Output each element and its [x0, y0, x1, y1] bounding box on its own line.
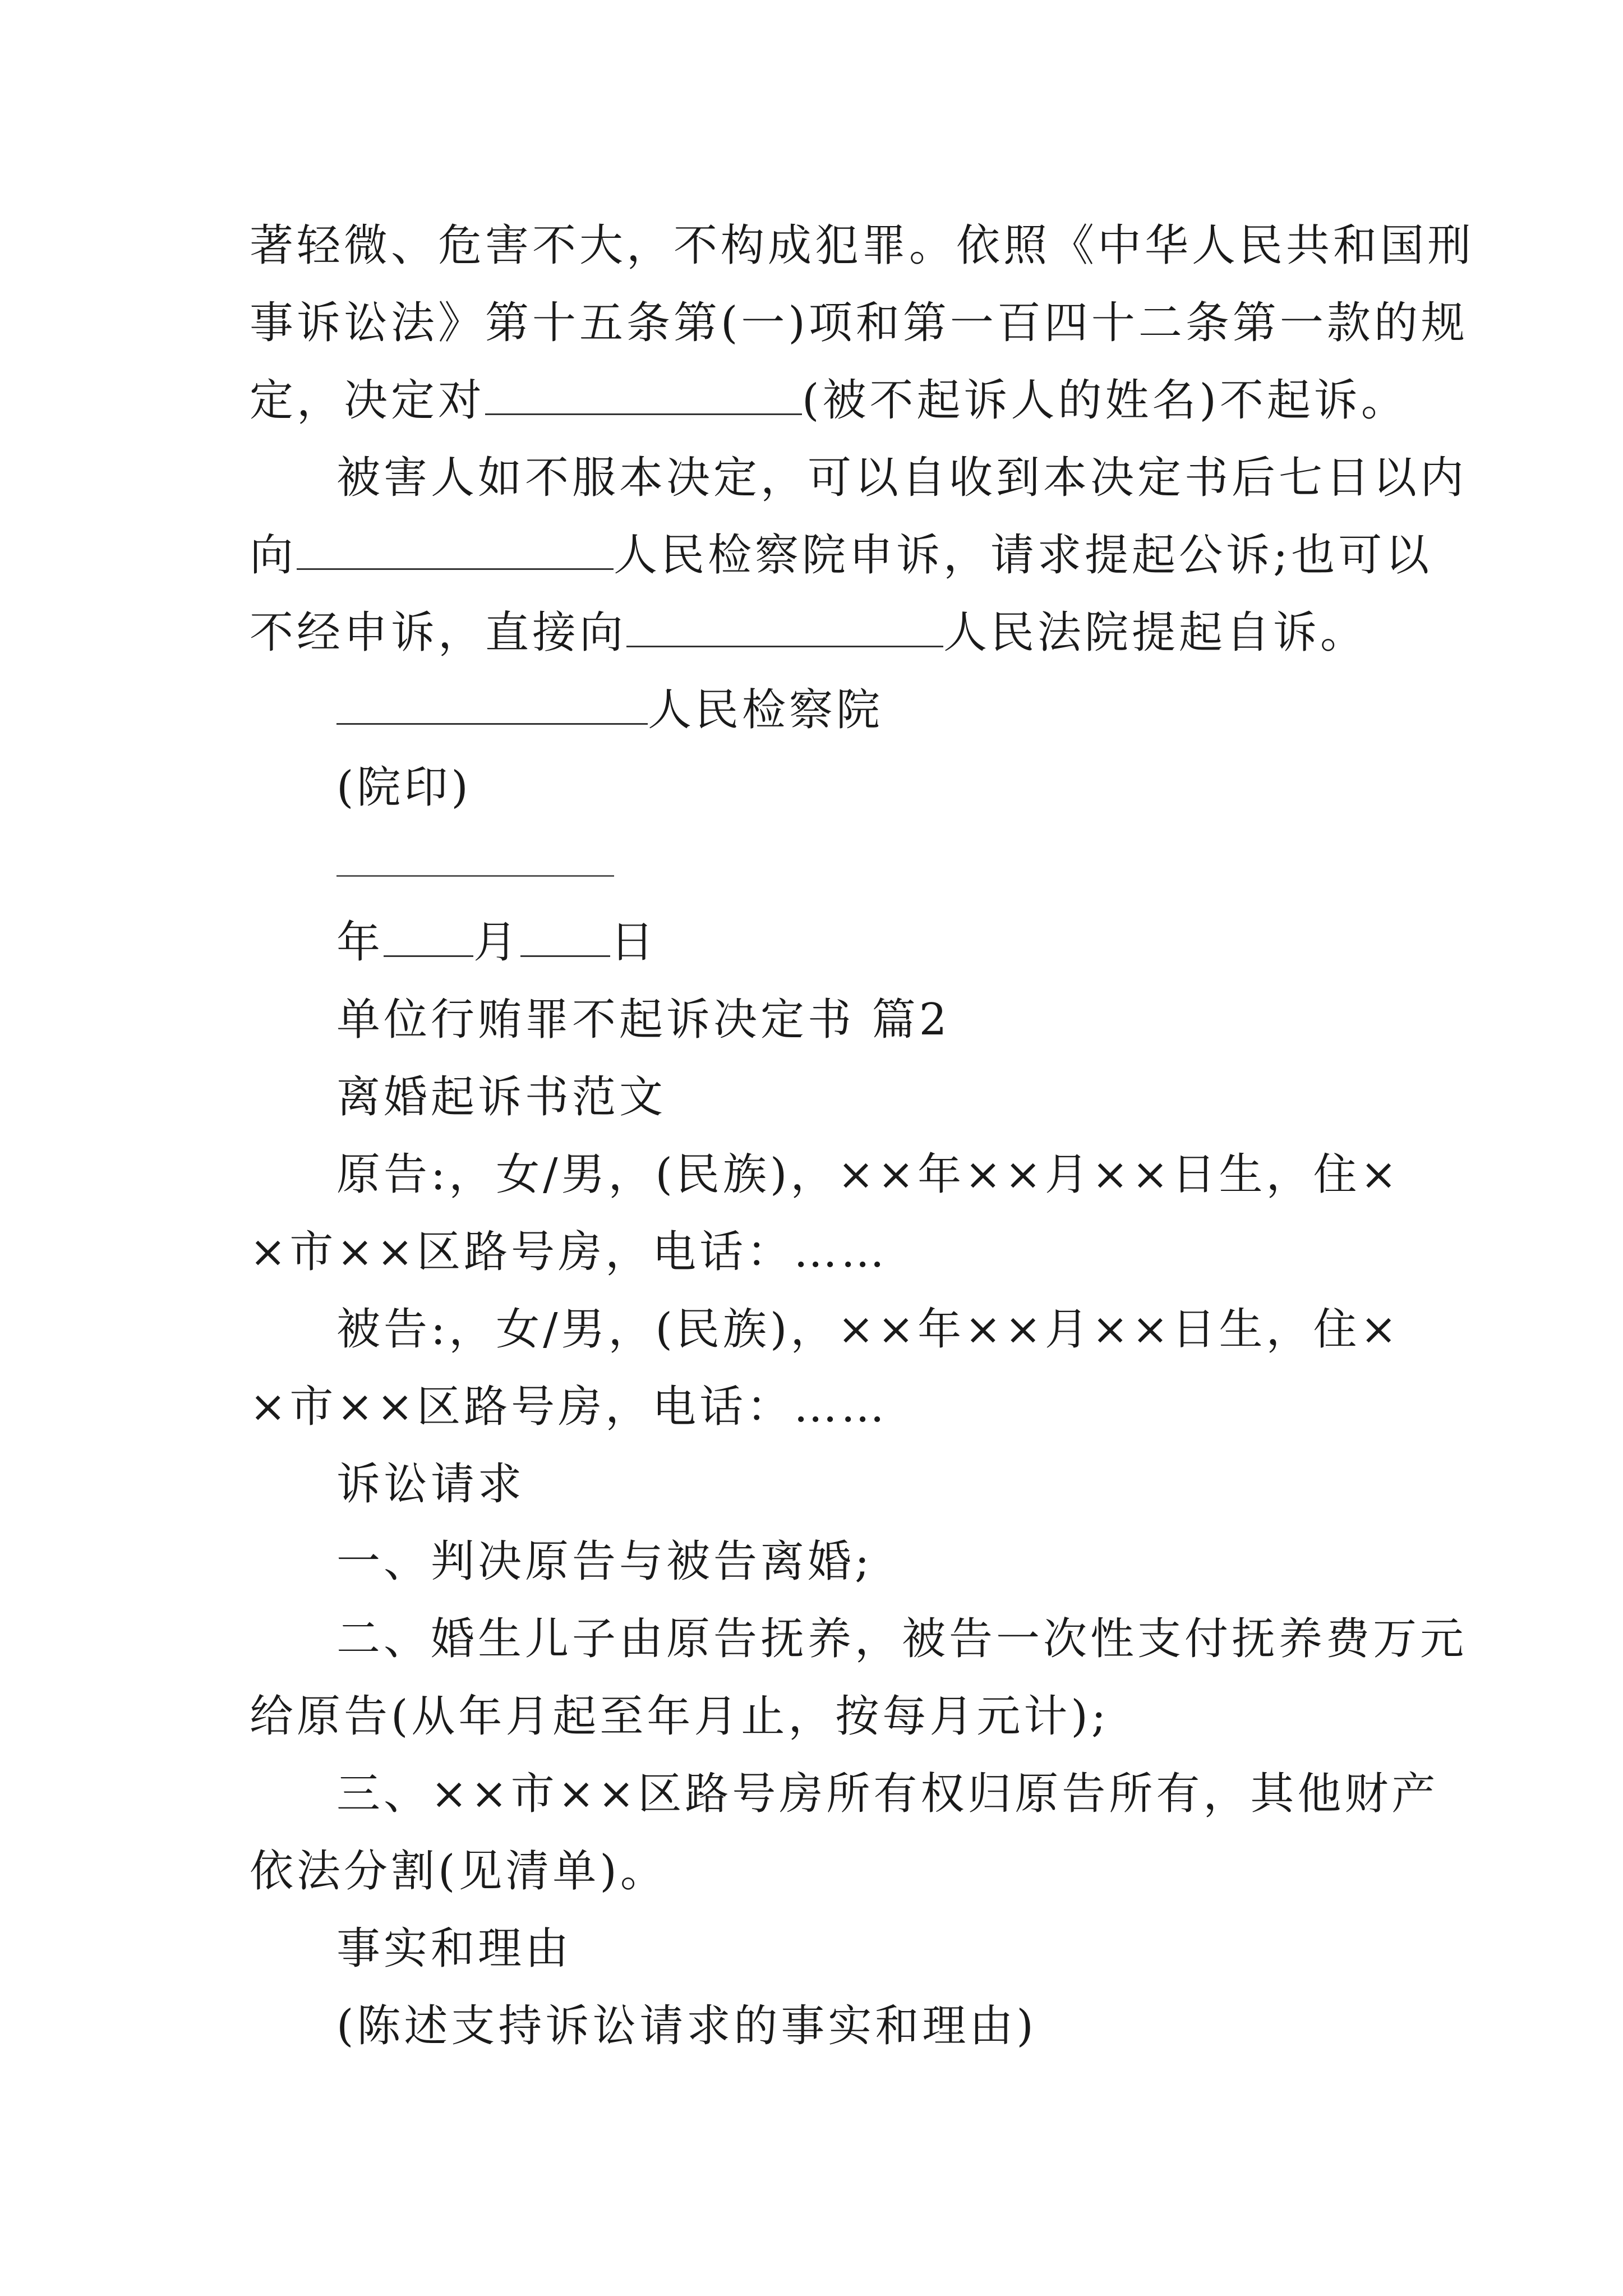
paragraph-line: 事诉讼法》第十五条第(一)项和第一百四十二条第一款的规: [250, 298, 1468, 348]
paragraph-line: 被害人如不服本决定，可以自收到本决定书后七日以内: [336, 453, 1468, 503]
paragraph-line: [250, 605, 1367, 661]
blank-field: [626, 611, 943, 647]
paragraph-line: [250, 527, 1432, 583]
text-segment: 人民检察院申诉，请求提起公诉;也可以: [614, 530, 1433, 581]
text-segment: 不经申诉，直接向: [250, 608, 627, 658]
claim-item: 给原告(从年月起至年月止，按每月元计);: [250, 1691, 1110, 1742]
facts-placeholder: (陈述支持诉讼请求的事实和理由): [336, 2001, 1037, 2051]
paragraph-line: 著轻微、危害不大，不构成犯罪。依照《中华人民共和国刑: [250, 220, 1475, 271]
blank-field: [384, 921, 473, 957]
signature-procuratorate: [336, 682, 883, 738]
claim-item: 依法分割(见清单)。: [250, 1846, 667, 1897]
date-day-label: 日: [610, 917, 658, 968]
signature-line: [336, 875, 614, 877]
seal-label: (院印): [336, 762, 472, 813]
facts-heading: 事实和理由: [336, 1924, 573, 1974]
text-segment: 定，决定对: [250, 375, 486, 426]
claim-item: 二、婚生儿子由原告抚养，被告一次性支付抚养费万元: [336, 1614, 1468, 1664]
date-year-label: 年: [336, 917, 384, 968]
document-subtitle: 离婚起诉书范文: [336, 1072, 667, 1122]
claims-heading: 诉讼请求: [336, 1459, 525, 1510]
text-segment: 向: [250, 530, 297, 581]
blank-field: [520, 921, 610, 957]
section-title: 单位行贿罪不起诉决定书 篇2: [336, 995, 951, 1045]
defendant-line: ×市××区路号房，电话：……: [250, 1382, 888, 1432]
blank-field: [297, 533, 614, 570]
claim-item: 一、判决原告与被告离婚;: [336, 1536, 873, 1587]
blank-field: [485, 379, 802, 415]
plaintiff-line: 原告:，女/男，(民族)，××年××月××日生，住×: [336, 1149, 1400, 1200]
paragraph-line: [250, 372, 1408, 429]
claim-item: 三、××市××区路号房所有权归原告所有，其他财产: [336, 1769, 1439, 1819]
text-segment: 人民检察院: [648, 685, 884, 735]
date-line: [336, 914, 657, 970]
text-segment: (被不起诉人的姓名)不起诉。: [802, 375, 1408, 426]
plaintiff-line: ×市××区路号房，电话：……: [250, 1227, 888, 1277]
defendant-line: 被告:，女/男，(民族)，××年××月××日生，住×: [336, 1304, 1400, 1355]
text-segment: 人民法院提起自诉。: [943, 608, 1368, 658]
date-month-label: 月: [473, 917, 521, 968]
blank-field: [336, 688, 648, 725]
